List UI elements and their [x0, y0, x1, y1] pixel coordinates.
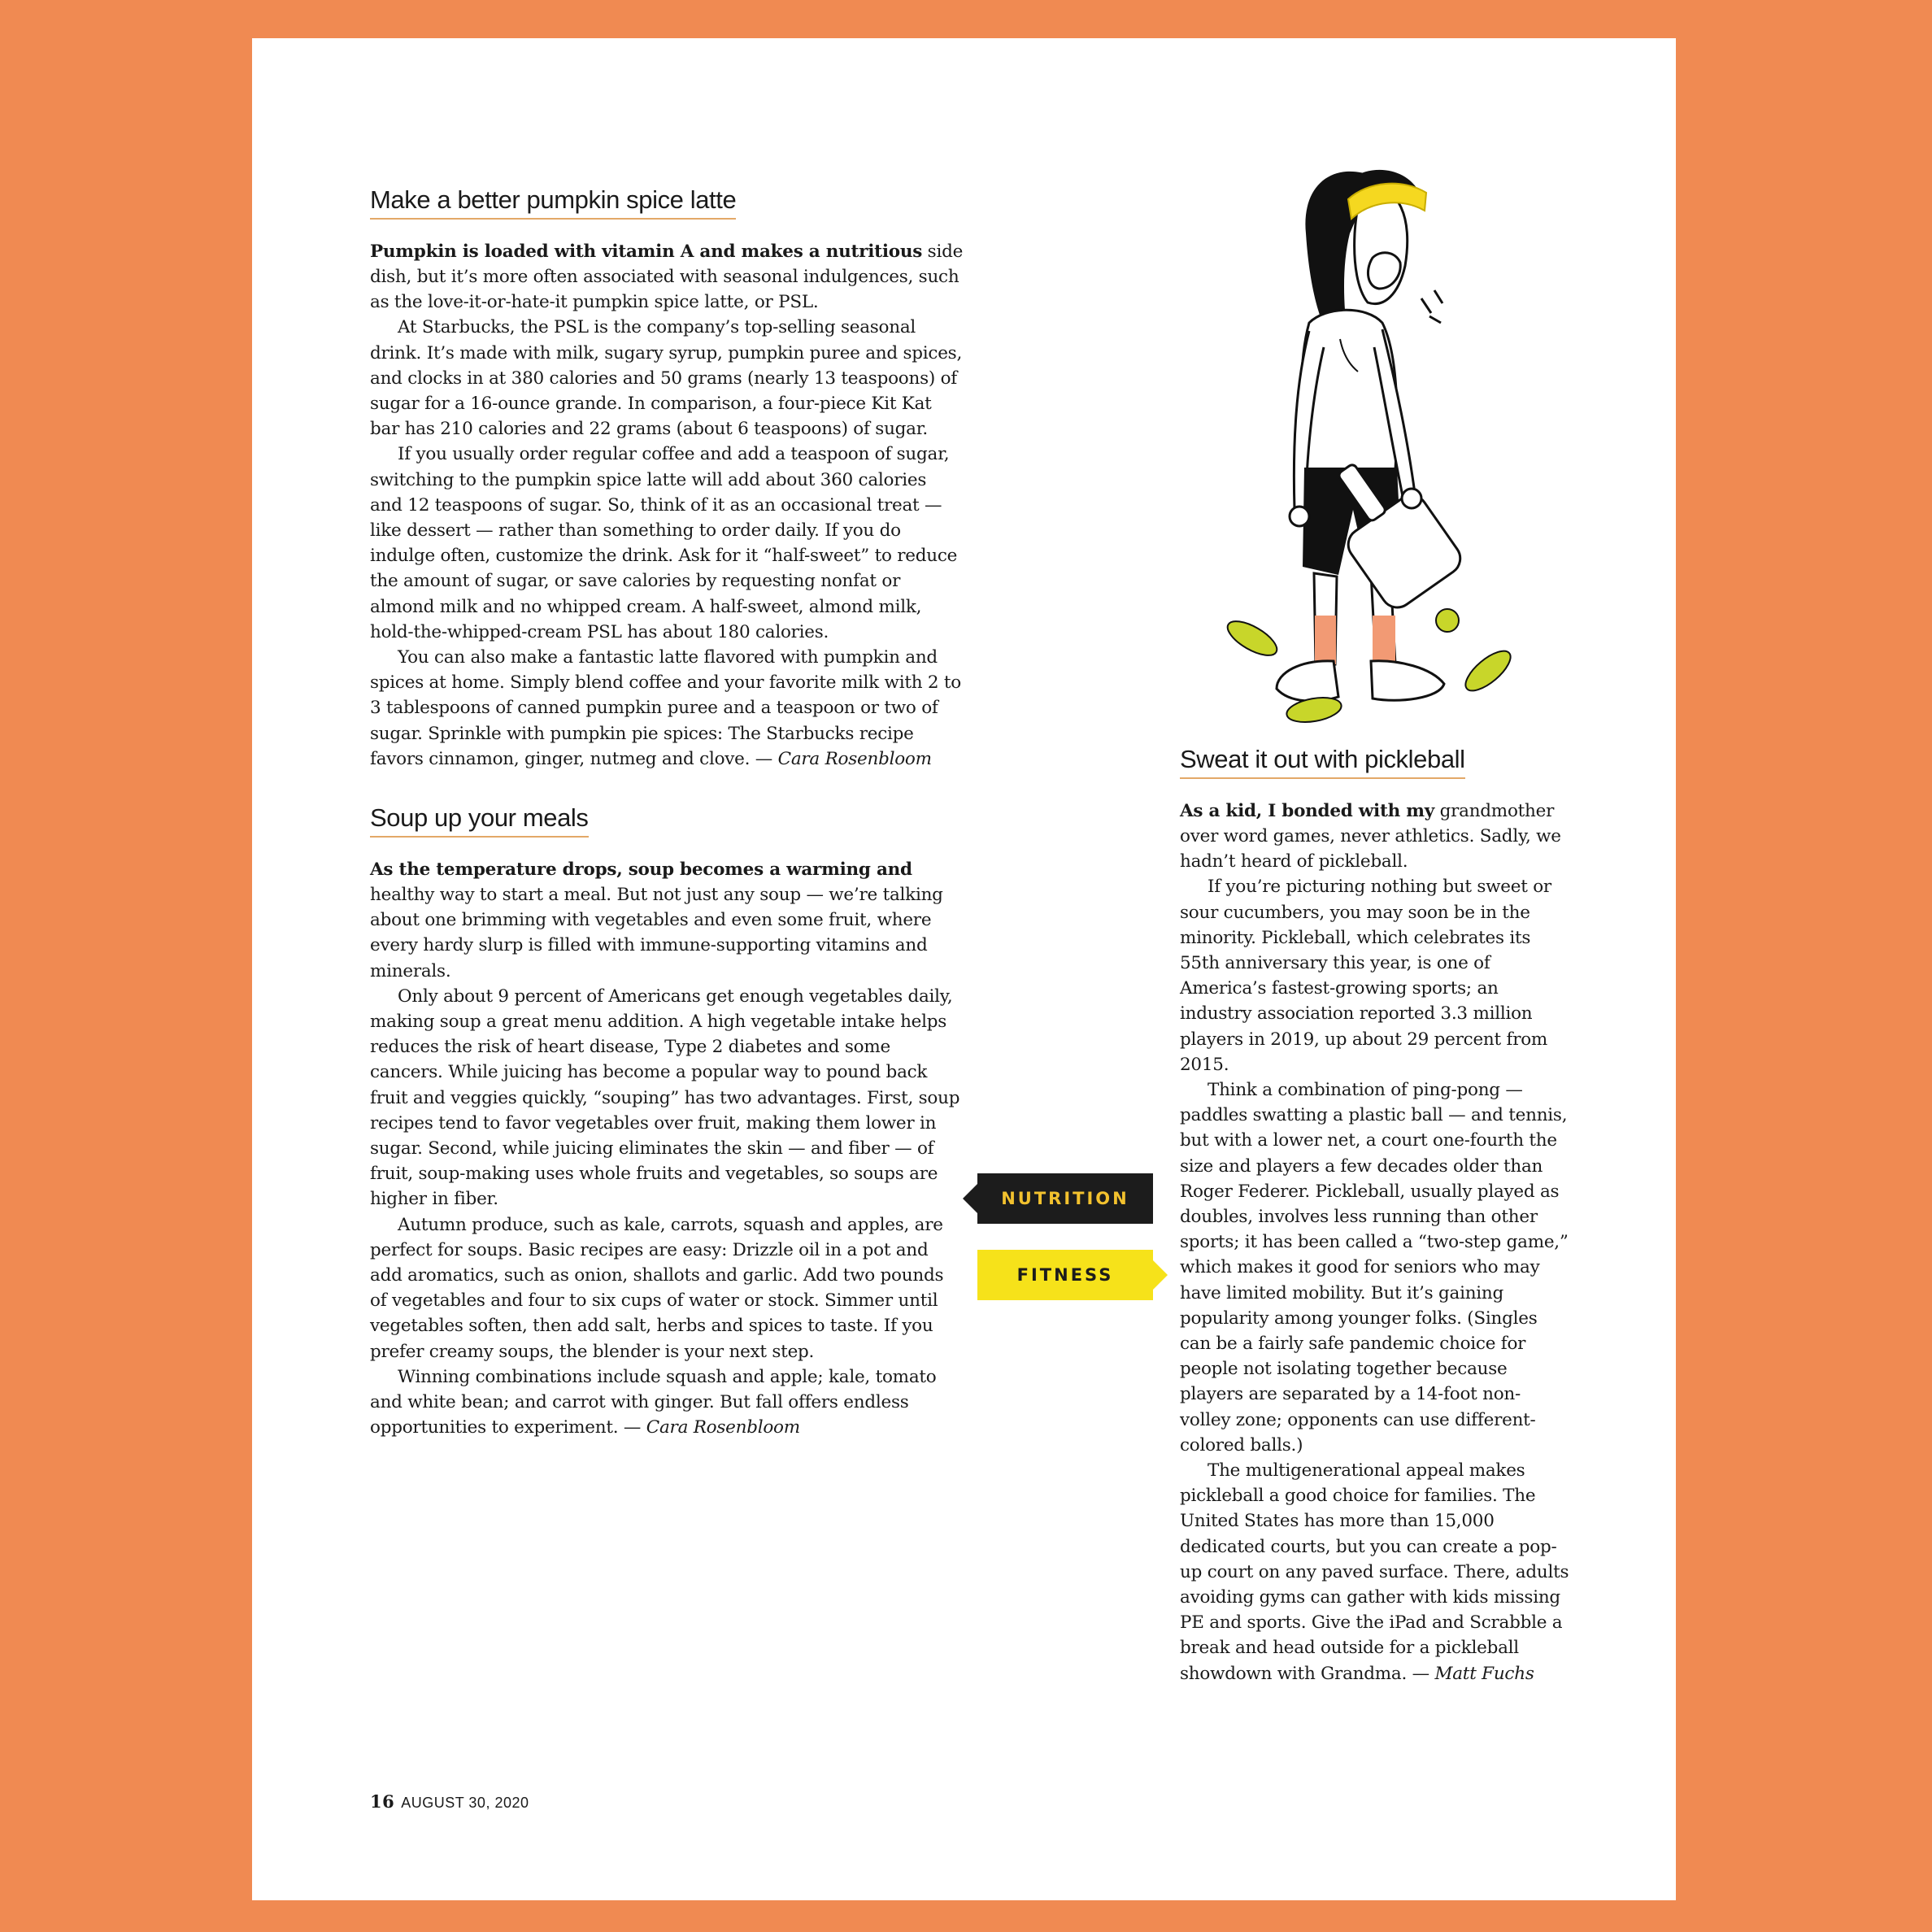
pickleball-byline: Matt Fuchs [1434, 1663, 1534, 1684]
soup-paragraph-4 [370, 1364, 964, 1441]
soup-byline: Cara Rosenbloom [646, 1417, 800, 1438]
soup-paragraph-1 [370, 857, 964, 984]
soup-lead: As the temperature drops, soup becomes a warming and [370, 859, 912, 880]
pickleball-paragraph-1 [1180, 798, 1570, 875]
left-column [370, 185, 964, 1440]
soup-p4-text: Winning combinations include squash and apple; kale, tomato and white bean; and carrot with ginger. But fall offers endless opportunities to experiment. — [370, 1366, 937, 1438]
pumpkin-p1-rest: side dish, but it’s more often associated with seasonal indulgences, such as the love-it-or-hate-it pumpkin spice latte, or PSL. [370, 241, 964, 313]
pumpkin-article [370, 239, 964, 772]
soup-paragraph-2: Only about 9 percent of Americans get enough vegetables daily, making soup a great menu addition. A high vegetable intake helps reduces the risk of heart disease, Type 2 diabetes and some cancers. While juicing has become a popular way to pound back fruit and veggies quickly, “souping” has two advantages. First, soup recipes tend to favor vegetables over fruit, making them lower in sugar. Second, while juicing eliminates the skin — and fiber — of fruit, soup-making uses whole fruits and vegetables, so soups are higher in fiber. [370, 986, 960, 1210]
soup-p1-rest: healthy way to start a meal. But not just any soup — we’re talking about one brimming with vegetables and even some fruit, where every hardy slurp is filled with immune-supporting vitamins and minerals. [370, 884, 943, 981]
soup-headline: Soup up your meals [370, 803, 589, 838]
pickleball-lead: As a kid, I bonded with my [1180, 800, 1434, 821]
pickleball-p4-text: The multigenerational appeal makes pickleball a good choice for families. The United States has more than 15,000 dedicated courts, but you can create a pop-up court on any paved surface. There, adults avoiding gyms can gather with kids missing PE and sports. Give the iPad and Scrabble a break and head outside for a pickleball showdown with Grandma. — [1180, 1460, 1569, 1684]
pumpkin-p4-text: You can also make a fantastic latte flavored with pumpkin and spices at home. Simply blend coffee and your favorite milk with 2 to 3 tablespoons of canned pumpkin puree and a teaspoon or two of sugar. Sprinkle with pumpkin pie spices: The Starbucks recipe favors cinnamon, ginger, nutmeg and clove. — [370, 647, 961, 769]
magazine-page [252, 38, 1676, 1900]
page-footer [370, 1791, 529, 1812]
pickleball-paragraph-3: Think a combination of ping-pong — paddles swatting a plastic ball — and tennis, but with a lower net, a court one-fourth the size and players a few decades older than Roger Federer. Pickleball, usually played as doubles, involves less running than other sports; it has been called a “two-step game,” which makes it good for seniors who may have limited mobility. But it’s gaining popularity among younger folks. (Singles can be a fairly safe pandemic choice for people not isolating together because players are separated by a 14-foot non-volley zone; opponents can use different-colored balls.) [1180, 1079, 1569, 1456]
soup-paragraph-3: Autumn produce, such as kale, carrots, squash and apples, are perfect for soups. Basic recipes are easy: Drizzle oil in a pot and add aromatics, such as onion, shallots and garlic. Add two pounds of vegetables and four to six cups of water or stock. Simmer until vegetables soften, then add salt, herbs and spices to taste. If you prefer creamy soups, the blender is your next step. [370, 1214, 944, 1362]
pickleball-paragraph-4 [1180, 1458, 1570, 1686]
pickleball-player-illustration [1155, 128, 1521, 729]
page-number: 16 [370, 1791, 395, 1812]
right-column [1180, 744, 1570, 1686]
pumpkin-paragraph-2: At Starbucks, the PSL is the company’s top-selling seasonal drink. It’s made with milk, sugary syrup, pumpkin puree and spices, and clocks in at 380 calories and 50 grams (nearly 13 teaspoons) of sugar for a 16-ounce grande. In comparison, a four-piece Kit Kat bar has 210 calories and 22 grams (about 6 teaspoons) of sugar. [370, 317, 963, 440]
issue-date: AUGUST 30, 2020 [401, 1795, 529, 1811]
pumpkin-paragraph-1 [370, 239, 964, 315]
pumpkin-lead: Pumpkin is loaded with vitamin A and makes a nutritious [370, 241, 923, 262]
pickleball-paragraph-2: If you’re picturing nothing but sweet or sour cucumbers, you may soon be in the minority. Pickleball, which celebrates its 55th anniversary this year, is one of America’s fastest-growing sports; an industry association reported 3.3 million players in 2019, up about 29 percent from 2015. [1180, 877, 1551, 1075]
pumpkin-paragraph-4 [370, 645, 964, 772]
pickleball-p1-rest: grandmother over word games, never athletics. Sadly, we hadn’t heard of pickleball. [1180, 800, 1561, 872]
pumpkin-headline: Make a better pumpkin spice latte [370, 185, 736, 220]
pickleball-article [1180, 798, 1570, 1686]
pickleball-headline: Sweat it out with pickleball [1180, 744, 1465, 779]
fitness-tag: FITNESS [977, 1250, 1153, 1300]
nutrition-tag: NUTRITION [977, 1173, 1153, 1224]
soup-article [370, 857, 964, 1441]
pumpkin-paragraph-3: If you usually order regular coffee and add a teaspoon of sugar, switching to the pumpkin spice latte will add about 360 calories and 12 teaspoons of sugar. So, think of it as an occasional treat — like dessert — rather than something to order daily. If you do indulge often, customize the drink. Ask for it “half-sweet” to reduce the amount of sugar, or save calories by requesting nonfat or almond milk and no whipped cream. A half-sweet, almond milk, hold-the-whipped-cream PSL has about 180 calories. [370, 444, 958, 642]
pumpkin-byline: Cara Rosenbloom [777, 748, 932, 769]
